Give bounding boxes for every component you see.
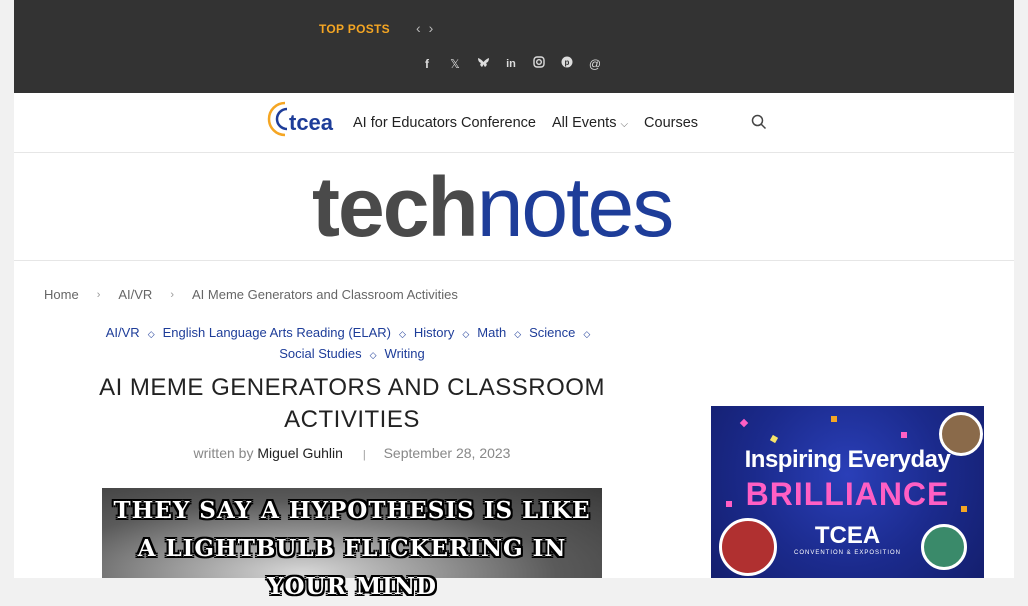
category-link[interactable]: English Language Arts Reading (ELAR): [162, 325, 391, 340]
author-link[interactable]: Miguel Guhlin: [257, 445, 343, 461]
chevron-right-icon: ›: [170, 288, 174, 301]
breadcrumb-current: AI Meme Generators and Classroom Activities: [192, 287, 458, 302]
chevron-down-icon: ⌵: [620, 119, 629, 130]
byline: [74, 445, 630, 461]
meme-caption: THEY SAY A HYPOTHESIS IS LIKE A LIGHTBULB FLICKERING IN YOUR MIND: [113, 497, 591, 600]
tcea-convention-ad[interactable]: [711, 406, 984, 578]
x-icon[interactable]: 𝕏: [450, 56, 460, 71]
pinterest-icon[interactable]: [560, 56, 574, 71]
category-row: [74, 323, 630, 344]
byline-prefix: written by: [193, 445, 254, 461]
top-posts-arrows: [416, 20, 433, 36]
category-link[interactable]: Math: [477, 325, 507, 340]
linkedin-icon[interactable]: in: [506, 57, 516, 70]
breadcrumb: [44, 287, 458, 302]
facebook-icon[interactable]: f: [425, 56, 429, 71]
nav-item-all-events[interactable]: [552, 115, 628, 131]
category-link[interactable]: History: [413, 325, 455, 340]
confetti-shape: [770, 435, 778, 443]
page: [14, 0, 1014, 600]
brand-part-notes: notes: [476, 160, 673, 254]
diamond-icon: ◇: [462, 329, 470, 339]
main-nav: [14, 93, 1014, 153]
category-link[interactable]: Writing: [384, 346, 425, 361]
masthead: [14, 153, 1014, 261]
prev-arrow-icon[interactable]: ‹: [416, 20, 421, 36]
instagram-icon[interactable]: [532, 56, 546, 71]
diamond-icon: ◇: [369, 350, 377, 360]
diamond-icon: ◇: [514, 329, 522, 339]
search-icon[interactable]: [751, 114, 767, 130]
tcea-logo[interactable]: [257, 99, 341, 139]
threads-icon[interactable]: @: [588, 56, 602, 71]
confetti-shape: [740, 419, 748, 427]
svg-text:p: p: [564, 58, 570, 67]
diamond-icon: ◇: [398, 329, 406, 339]
chevron-right-icon: ›: [96, 288, 101, 301]
category-links: [74, 323, 630, 365]
ad-headline: Inspiring Everyday: [744, 446, 951, 473]
nav-item-ai-conference[interactable]: AI for Educators Conference: [353, 115, 536, 131]
logo-text: tcea: [289, 110, 334, 135]
breadcrumb-ai-vr[interactable]: AI/VR: [118, 287, 153, 302]
brand-part-tech: tech: [312, 160, 477, 254]
diamond-icon: ◇: [147, 329, 155, 339]
category-link[interactable]: AI/VR: [105, 325, 140, 340]
nav-item-courses[interactable]: Courses: [644, 115, 699, 131]
diamond-icon: ◇: [583, 329, 591, 339]
nav-menu: [353, 115, 698, 131]
publish-date: September 28, 2023: [383, 445, 511, 461]
technotes-logo[interactable]: [312, 161, 672, 253]
ad-subtitle: CONVENTION & EXPOSITION: [793, 550, 901, 556]
category-row: [74, 344, 630, 365]
byline-divider: |: [362, 449, 366, 461]
next-arrow-icon[interactable]: ›: [428, 20, 434, 36]
social-links: [420, 56, 602, 71]
breadcrumb-home[interactable]: Home: [44, 287, 79, 302]
confetti-shape: [831, 416, 837, 422]
top-bar: [14, 0, 1014, 93]
ad-brand: TCEA: [814, 522, 881, 549]
article-title: AI MEME GENERATORS AND CLASSROOM ACTIVITIES: [99, 374, 605, 433]
bluesky-icon[interactable]: [476, 57, 490, 71]
category-link[interactable]: Social Studies: [279, 346, 362, 361]
ad-brilliance: BRILLIANCE: [745, 476, 950, 512]
top-posts-label: TOP POSTS: [319, 22, 390, 36]
nav-item-label: All Events: [551, 115, 617, 131]
confetti-shape: [901, 432, 907, 438]
article-featured-image: [102, 488, 602, 600]
category-link[interactable]: Science: [529, 325, 576, 340]
